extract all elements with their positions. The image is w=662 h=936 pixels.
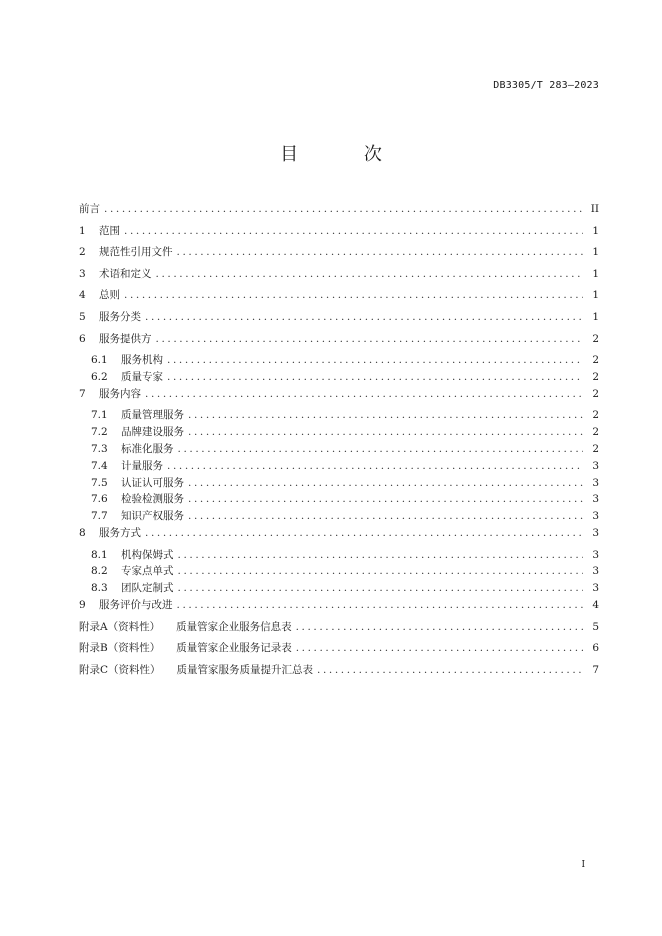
toc-entry-page: II <box>590 203 599 215</box>
toc-subentry[interactable] <box>79 563 599 580</box>
page-number: I <box>581 860 585 870</box>
toc-entry-page: 3 <box>592 526 599 539</box>
toc-entry-label: 团队定制式 <box>121 582 174 595</box>
toc-dot-leader <box>124 225 583 237</box>
toc-entry-label: 范围 <box>99 224 120 237</box>
toc-dot-leader <box>167 460 583 472</box>
toc-entry-number: 7 <box>79 387 86 400</box>
toc-entry-label: 质量管家企业服务信息表 <box>176 620 292 633</box>
toc-entry-number: 8.1 <box>91 548 108 561</box>
toc-entry-label: 服务机构 <box>121 354 163 367</box>
toc-entry-label: 知识产权服务 <box>121 510 184 523</box>
toc-entry-number: 附录C（资料性） <box>79 663 161 676</box>
toc-subentry[interactable] <box>79 508 599 525</box>
toc-entry-page: 7 <box>592 663 599 676</box>
document-code: DB3305/T 283—2023 <box>493 80 599 91</box>
toc-entry-page: 2 <box>592 442 599 455</box>
page-title: 目 次 <box>280 144 412 165</box>
toc-entry-number: 8 <box>79 526 86 539</box>
toc-entry-page: 4 <box>592 598 599 611</box>
toc-entry[interactable] <box>79 386 599 408</box>
toc-entry-number: 7.1 <box>91 409 108 422</box>
toc-entry-number: 附录A（资料性） <box>79 620 161 633</box>
toc-entry-page: 2 <box>592 387 599 400</box>
toc-dot-leader <box>167 371 583 383</box>
toc-entry[interactable] <box>79 287 599 309</box>
toc-entry-label: 服务分类 <box>99 310 141 323</box>
toc-entry[interactable] <box>79 597 599 619</box>
toc-entry-number: 1 <box>79 224 86 237</box>
toc-entry-number: 3 <box>79 267 86 280</box>
toc-entry-label: 质量管家服务质量提升汇总表 <box>176 663 314 676</box>
toc-dot-leader <box>188 477 583 489</box>
toc-dot-leader <box>156 268 584 280</box>
toc-entry-number: 7.6 <box>91 493 108 506</box>
toc-entry-number: 5 <box>79 310 86 323</box>
table-of-contents <box>79 201 599 683</box>
toc-dot-leader <box>317 664 583 676</box>
toc-dot-leader <box>178 443 584 455</box>
toc-entry-label: 专家点单式 <box>121 565 174 578</box>
toc-entry-label: 术语和定义 <box>99 267 152 280</box>
toc-subentry[interactable] <box>79 458 599 475</box>
toc-entry-page: 1 <box>592 267 599 280</box>
toc-entry[interactable] <box>79 640 599 662</box>
toc-dot-leader <box>296 621 583 633</box>
toc-entry-number: 8.3 <box>91 582 108 595</box>
toc-entry-number: 7.5 <box>91 476 108 489</box>
toc-entry[interactable] <box>79 266 599 288</box>
toc-dot-leader <box>188 426 583 438</box>
toc-entry[interactable] <box>79 662 599 684</box>
toc-entry-number: 2 <box>79 246 86 259</box>
toc-entry-label: 质量专家 <box>121 370 163 383</box>
toc-entry-label: 前言 <box>79 203 100 215</box>
toc-dot-leader <box>104 203 583 215</box>
toc-entry-number: 4 <box>79 289 86 302</box>
toc-dot-leader <box>178 582 584 594</box>
toc-dot-leader <box>167 354 583 366</box>
toc-entry-number: 6 <box>79 332 86 345</box>
toc-entry-label: 标准化服务 <box>121 442 174 455</box>
toc-entry-number: 附录B（资料性） <box>79 642 161 655</box>
toc-dot-leader <box>177 599 584 611</box>
toc-dot-leader <box>178 565 584 577</box>
toc-dot-leader <box>178 549 584 561</box>
toc-entry[interactable] <box>79 331 599 353</box>
toc-entry-page: 5 <box>592 620 599 633</box>
toc-entry-page: 1 <box>592 224 599 237</box>
toc-dot-leader <box>124 289 583 301</box>
toc-subentry[interactable] <box>79 475 599 492</box>
toc-entry-number: 8.2 <box>91 565 108 578</box>
toc-entry-label: 质量管家企业服务记录表 <box>176 642 292 655</box>
toc-entry-page: 3 <box>592 476 599 489</box>
toc-entry-page: 3 <box>592 459 599 472</box>
toc-entry[interactable] <box>79 223 599 245</box>
toc-entry-label: 服务提供方 <box>99 332 152 345</box>
toc-entry[interactable] <box>79 201 599 223</box>
toc-dot-leader <box>156 333 584 345</box>
toc-entry-page: 1 <box>592 310 599 323</box>
toc-entry-number: 7.4 <box>91 459 108 472</box>
toc-entry-page: 6 <box>592 642 599 655</box>
toc-entry-label: 认证认可服务 <box>121 476 184 489</box>
toc-entry-page: 3 <box>592 582 599 595</box>
toc-entry-number: 6.2 <box>91 370 108 383</box>
toc-entry-page: 1 <box>592 246 599 259</box>
toc-entry-label: 服务内容 <box>99 387 141 400</box>
toc-entry-label: 服务评价与改进 <box>99 598 173 611</box>
toc-entry[interactable] <box>79 244 599 266</box>
toc-entry-label: 质量管理服务 <box>121 409 184 422</box>
toc-entry-page: 2 <box>592 354 599 367</box>
toc-entry-label: 品牌建设服务 <box>121 426 184 439</box>
toc-dot-leader <box>177 246 584 258</box>
toc-entry[interactable] <box>79 619 599 641</box>
toc-entry-page: 3 <box>592 493 599 506</box>
toc-entry-label: 总则 <box>99 289 120 302</box>
toc-entry-page: 1 <box>592 289 599 302</box>
toc-entry-page: 2 <box>592 426 599 439</box>
toc-dot-leader <box>188 409 583 421</box>
toc-entry-label: 机构保姆式 <box>121 548 174 561</box>
toc-entry-label: 计量服务 <box>121 459 163 472</box>
toc-entry[interactable] <box>79 525 599 547</box>
toc-entry-page: 2 <box>592 409 599 422</box>
toc-entry-page: 3 <box>592 565 599 578</box>
toc-entry-page: 2 <box>592 332 599 345</box>
toc-entry-number: 9 <box>79 598 86 611</box>
toc-subentry[interactable] <box>79 441 599 458</box>
toc-entry-page: 3 <box>592 548 599 561</box>
toc-subentry[interactable] <box>79 407 599 424</box>
toc-dot-leader <box>188 493 583 505</box>
toc-subentry[interactable] <box>79 547 599 564</box>
toc-entry-number: 6.1 <box>91 354 108 367</box>
toc-subentry[interactable] <box>79 369 599 386</box>
toc-entry-page: 2 <box>592 370 599 383</box>
toc-entry-number: 7.7 <box>91 510 108 523</box>
toc-dot-leader <box>296 642 583 654</box>
toc-dot-leader <box>188 510 583 522</box>
toc-entry-page: 3 <box>592 510 599 523</box>
toc-subentry[interactable] <box>79 352 599 369</box>
toc-dot-leader <box>145 527 583 539</box>
toc-subentry[interactable] <box>79 580 599 597</box>
toc-entry-label: 规范性引用文件 <box>99 246 173 259</box>
toc-subentry[interactable] <box>79 491 599 508</box>
toc-entry-number: 7.2 <box>91 426 108 439</box>
toc-entry-label: 检验检测服务 <box>121 493 184 506</box>
toc-subentry[interactable] <box>79 424 599 441</box>
toc-entry-label: 服务方式 <box>99 526 141 539</box>
toc-entry[interactable] <box>79 309 599 331</box>
toc-dot-leader <box>145 311 583 323</box>
toc-dot-leader <box>145 388 583 400</box>
toc-entry-number: 7.3 <box>91 442 108 455</box>
